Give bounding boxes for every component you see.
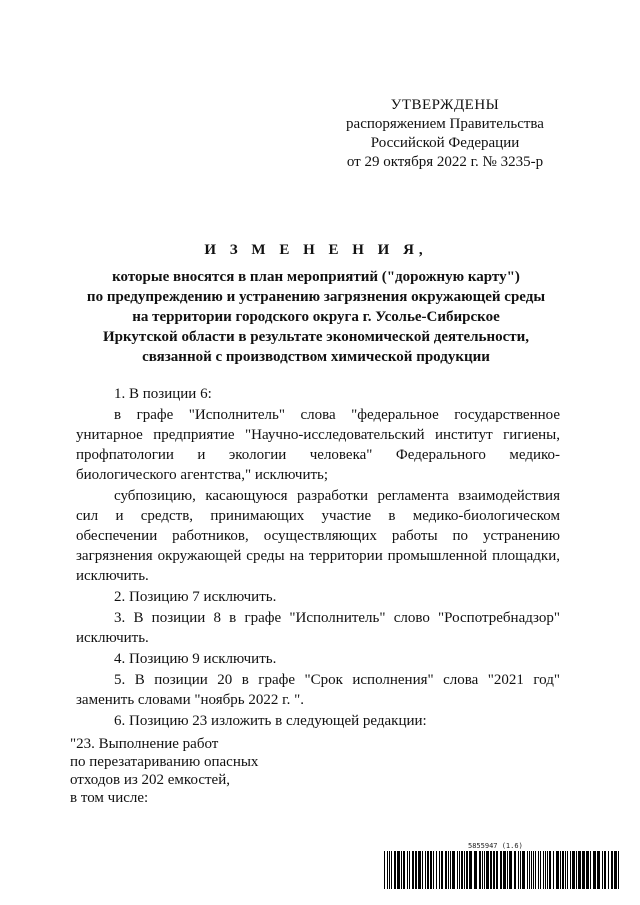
item-23-line-1: "23. Выполнение работ bbox=[70, 736, 219, 752]
item-23-line-2: по перезатариванию опасных bbox=[70, 754, 259, 770]
paragraph-3: субпозицию, касающуюся разработки регламента взаимодействия сил и средств, принимающих участие в медико-биологическом обеспечении работников, осуществляющих работы по устранению загрязнения окружающей среды на территории промышленной площадки, исключить. bbox=[76, 488, 560, 584]
approval-line-3: от 29 октября 2022 г. № 3235-р bbox=[346, 154, 544, 170]
paragraph-1: 1. В позиции 6: bbox=[114, 386, 212, 402]
barcode-icon bbox=[384, 851, 620, 889]
item-23-table-cell bbox=[70, 735, 330, 807]
paragraph-8: 6. Позицию 23 изложить в следующей редакции: bbox=[114, 713, 427, 729]
approval-stamp bbox=[330, 96, 560, 172]
document-barcode bbox=[384, 842, 620, 890]
heading-line-2: по предупреждению и устранению загрязнения окружающей среды bbox=[86, 289, 546, 305]
document-heading bbox=[60, 242, 572, 367]
approval-line-1: распоряжением Правительства bbox=[346, 116, 544, 132]
paragraph-4: 2. Позицию 7 исключить. bbox=[114, 589, 277, 605]
approval-line-2: Российской Федерации bbox=[370, 135, 520, 151]
heading-line-4: Иркутской области в результате экономической деятельности, bbox=[102, 329, 530, 345]
heading-subtitle bbox=[60, 267, 572, 367]
barcode-label: 5855947 (1.6) bbox=[468, 842, 523, 850]
heading-title: И З М Е Н Е Н И Я, bbox=[204, 242, 428, 258]
item-23-line-4: в том числе: bbox=[70, 790, 149, 806]
heading-line-1: которые вносятся в план мероприятий ("дорожную карту") bbox=[112, 269, 520, 285]
paragraph-5: 3. В позиции 8 в графе "Исполнитель" слово "Роспотребнадзор" исключить. bbox=[76, 610, 560, 646]
heading-line-3: на территории городского округа г. Усолье-Сибирское bbox=[132, 309, 500, 325]
document-body bbox=[76, 384, 560, 731]
paragraph-2: в графе "Исполнитель" слова "федеральное государственное унитарное предприятие "Научно-исследовательский институт гигиены, профпатологии и экологии человека" Федерального медико-биологического агентства," исключить; bbox=[76, 407, 560, 483]
approval-title: УТВЕРЖДЕНЫ bbox=[390, 97, 500, 113]
heading-line-5: связанной с производством химической продукции bbox=[142, 349, 490, 365]
item-23-line-3: отходов из 202 емкостей, bbox=[70, 772, 230, 788]
paragraph-6: 4. Позицию 9 исключить. bbox=[114, 651, 277, 667]
paragraph-7: 5. В позиции 20 в графе "Срок исполнения" слова "2021 год" заменить словами "ноябрь 2022 г. ". bbox=[76, 672, 560, 708]
